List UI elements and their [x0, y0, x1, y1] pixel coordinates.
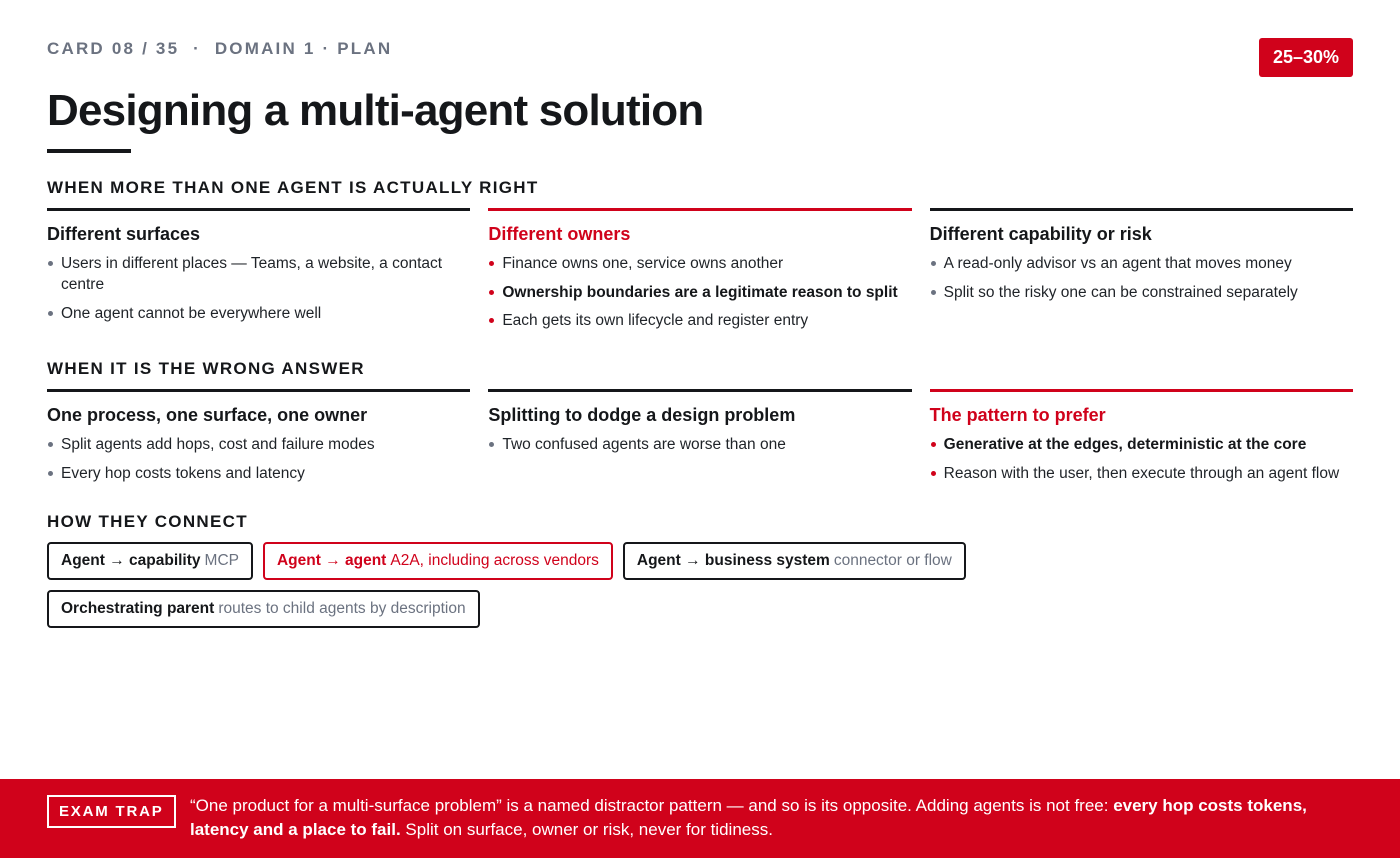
- section-heading-when-right: WHEN MORE THAN ONE AGENT IS ACTUALLY RIGHT: [47, 178, 539, 197]
- exam-trap-text-part1: “One product for a multi-surface problem” is a named distractor pattern — and so is its opposite. Adding agents is not free:: [190, 796, 1114, 815]
- chip-orchestrating-parent: [47, 590, 480, 628]
- bullet-list: [47, 434, 470, 484]
- column-pattern-to-prefer: [930, 389, 1353, 491]
- list-item: Each gets its own lifecycle and register entry: [488, 310, 911, 331]
- exam-trap-text-part2: Split on surface, owner or risk, never for tidiness.: [400, 820, 773, 839]
- list-item: Every hop costs tokens and latency: [47, 463, 470, 484]
- bullet-list: [930, 434, 1353, 484]
- list-item: Ownership boundaries are a legitimate reason to split: [488, 282, 911, 303]
- chip-label: Agent → business system: [636, 552, 830, 569]
- section-heading-wrong-answer: WHEN IT IS THE WRONG ANSWER: [47, 359, 365, 378]
- list-item: Reason with the user, then execute through an agent flow: [930, 463, 1353, 484]
- list-item: Finance owns one, service owns another: [488, 253, 911, 274]
- chip-detail: routes to child agents by description: [218, 600, 466, 617]
- column-title: Different owners: [488, 224, 631, 244]
- chip-agent-business-system: [623, 542, 966, 580]
- exam-trap-banner: [0, 779, 1400, 858]
- column-different-capability: [930, 208, 1353, 339]
- bullet-list: [47, 253, 470, 324]
- chip-detail: A2A, including across vendors: [390, 552, 599, 569]
- list-item: Users in different places — Teams, a website, a contact centre: [47, 253, 470, 295]
- eyebrow-separator: ·: [193, 39, 201, 58]
- list-item: A read-only advisor vs an agent that moves money: [930, 253, 1353, 274]
- connection-chips: [47, 542, 1047, 628]
- column-title: The pattern to prefer: [929, 405, 1106, 425]
- card-eyebrow: [47, 39, 392, 59]
- list-item: Generative at the edges, deterministic at the core: [930, 434, 1353, 455]
- exam-trap-text-bold: every hop costs tokens, latency and a place to fail.: [190, 796, 1307, 839]
- chip-label: Agent → capability: [61, 552, 201, 569]
- chip-detail: connector or flow: [833, 552, 952, 569]
- card-counter: CARD 08 / 35: [47, 39, 180, 58]
- column-different-owners: [488, 208, 911, 339]
- chip-detail: MCP: [204, 552, 239, 569]
- list-item: Two confused agents are worse than one: [488, 434, 911, 455]
- wrong-answer-columns: [47, 389, 1353, 491]
- bullet-list: [930, 253, 1353, 303]
- exam-trap-label: EXAM TRAP: [47, 795, 176, 828]
- section-heading-how-connect: HOW THEY CONNECT: [47, 512, 248, 531]
- exam-trap-text: [190, 794, 1340, 842]
- when-right-columns: [47, 208, 1353, 339]
- chip-agent-capability: [47, 542, 253, 580]
- chip-label: Agent → agent: [276, 552, 387, 569]
- column-title: One process, one surface, one owner: [47, 405, 368, 425]
- list-item: One agent cannot be everywhere well: [47, 303, 470, 324]
- column-title: Different capability or risk: [929, 224, 1152, 244]
- column-different-surfaces: [47, 208, 470, 339]
- list-item: Split agents add hops, cost and failure modes: [47, 434, 470, 455]
- domain-label: DOMAIN 1 · PLAN: [214, 39, 393, 58]
- column-title: Different surfaces: [47, 224, 201, 244]
- list-item: Split so the risky one can be constrained separately: [930, 282, 1353, 303]
- exam-weight-badge: 25–30%: [1259, 38, 1353, 77]
- column-title: Splitting to dodge a design problem: [488, 405, 796, 425]
- title-underline: [47, 149, 131, 153]
- chip-agent-agent: [263, 542, 613, 580]
- chip-label: Orchestrating parent: [61, 600, 215, 617]
- column-splitting-dodge: [488, 389, 911, 491]
- page-title: Designing a multi-agent solution: [47, 86, 704, 135]
- column-one-process: [47, 389, 470, 491]
- bullet-list: [488, 253, 911, 331]
- bullet-list: [488, 434, 911, 455]
